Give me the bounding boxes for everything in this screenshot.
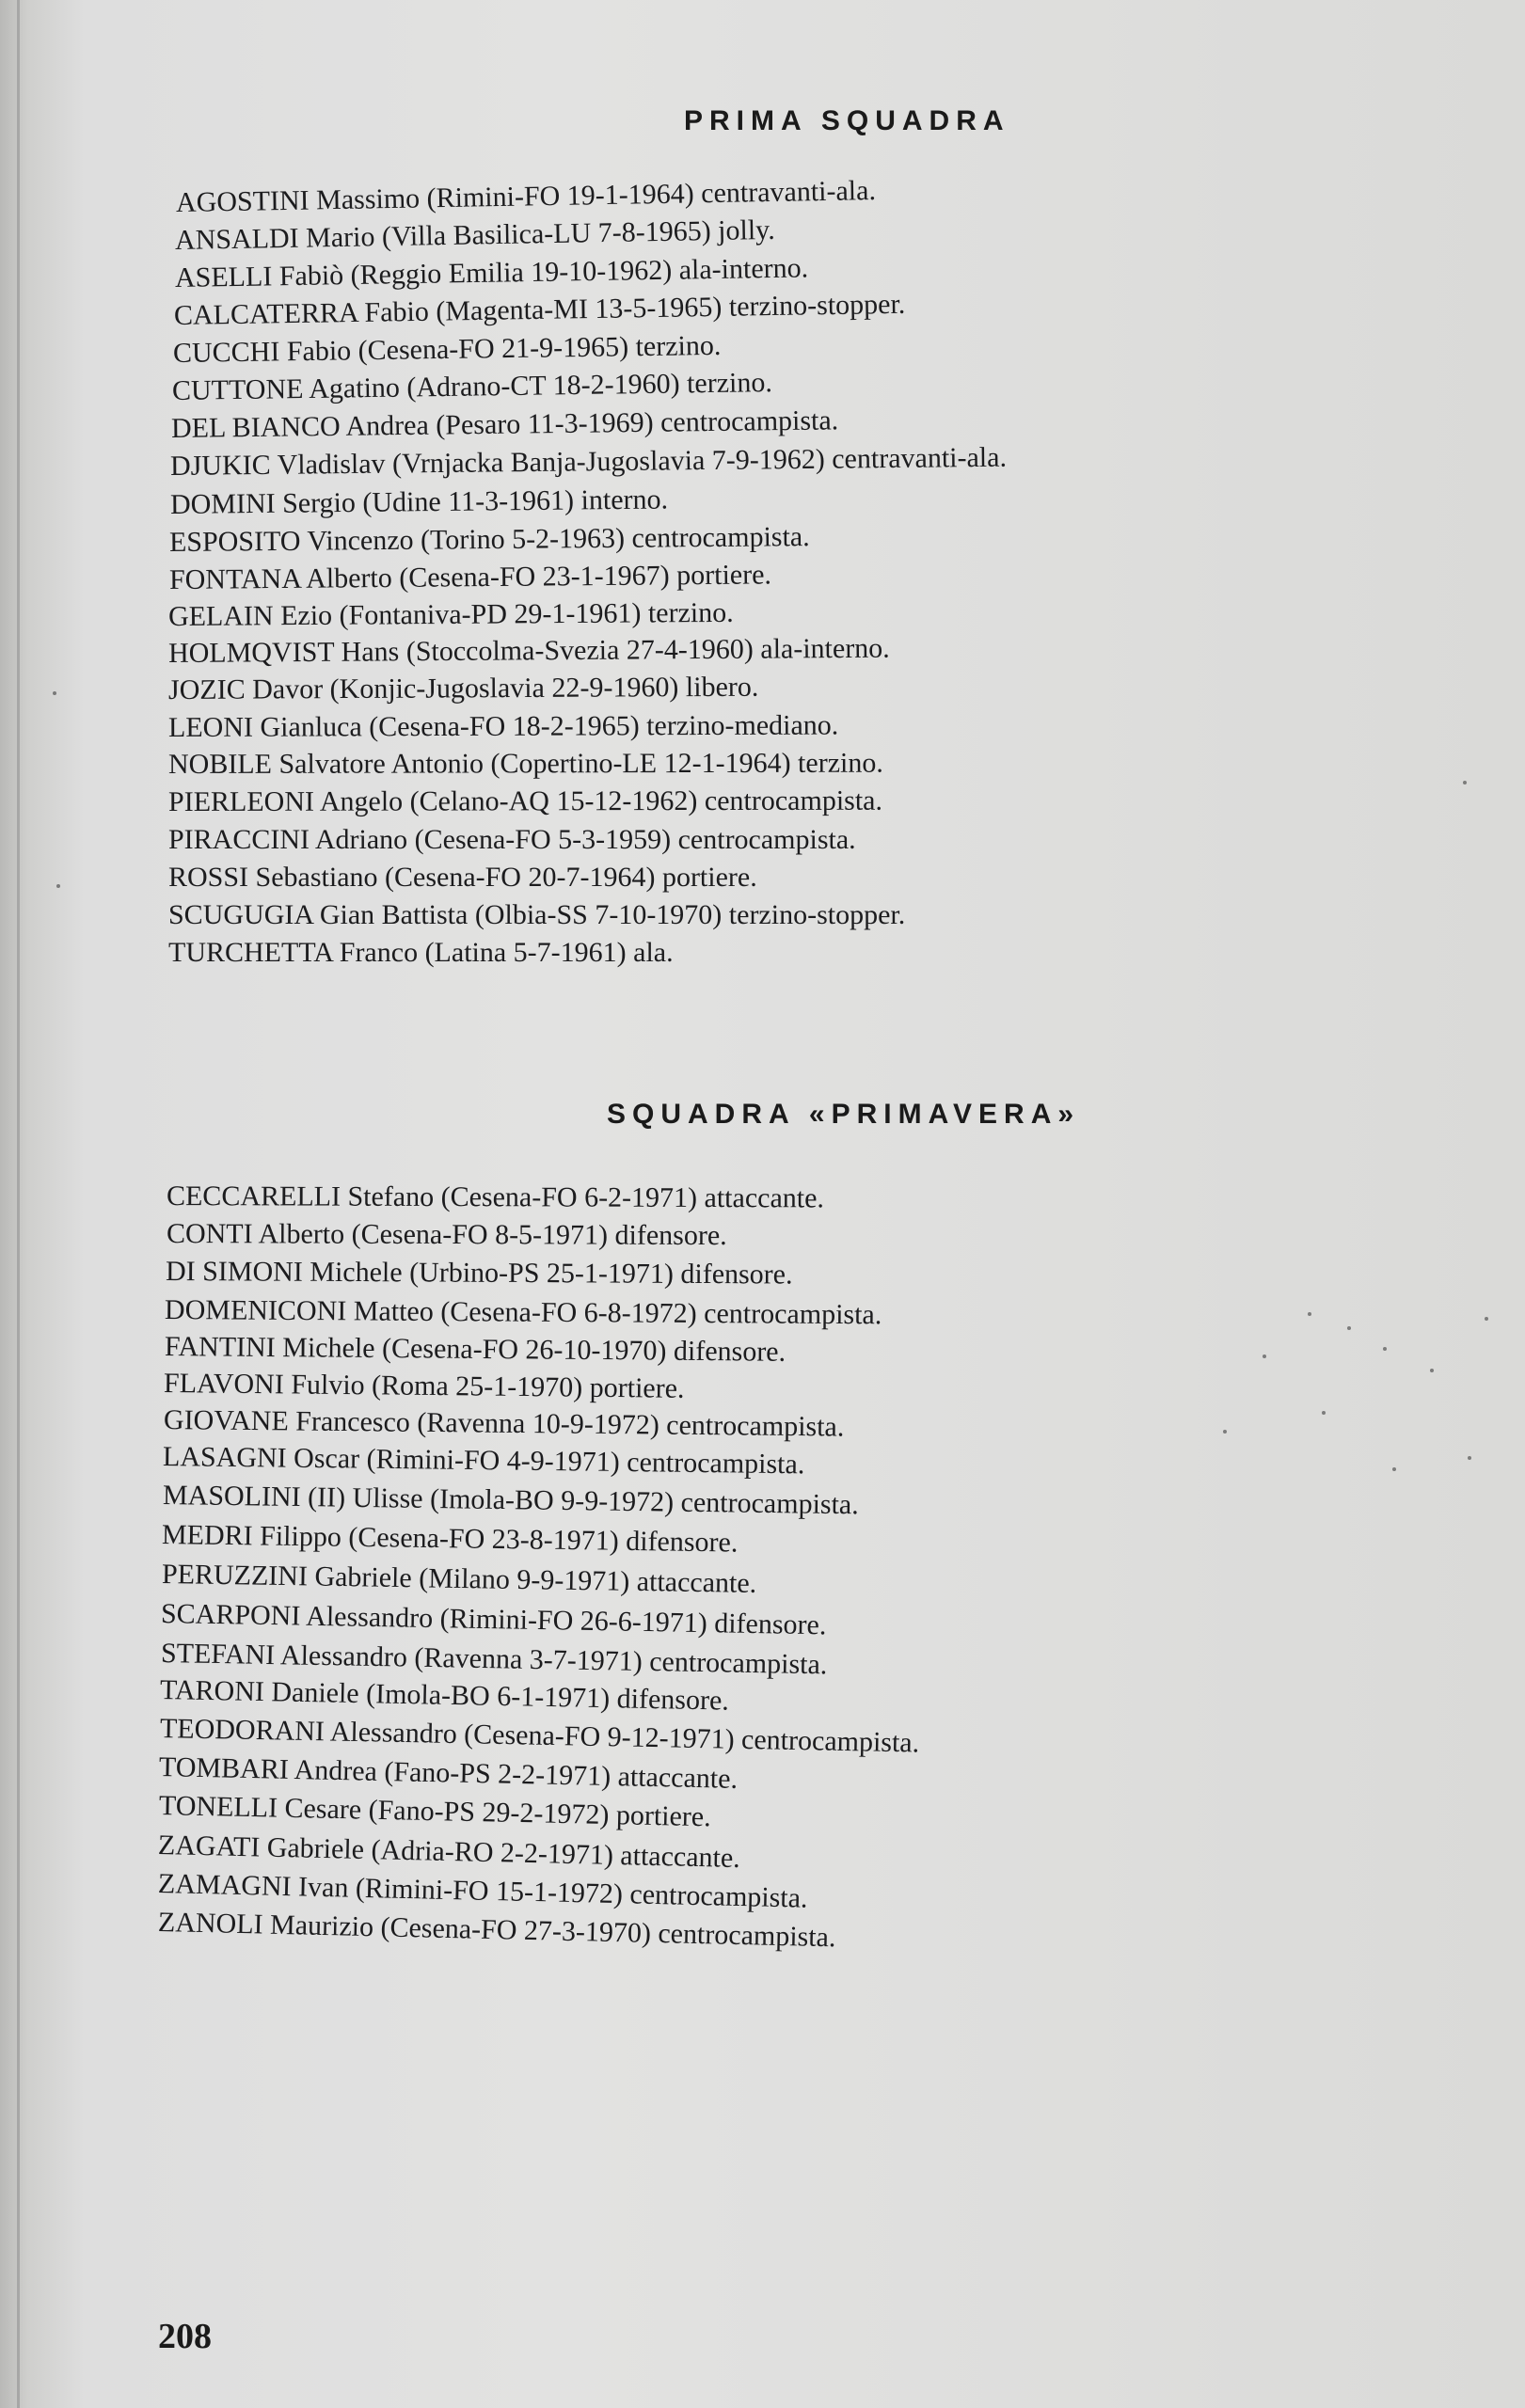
player-entry: PIRACCINI Adriano (Cesena-FO 5-3-1959) centrocampista. <box>168 824 856 855</box>
player-entry: TEODORANI Alessandro (Cesena-FO 9-12-1971) centrocampista. <box>159 1713 920 1759</box>
print-speck <box>1347 1326 1351 1330</box>
player-entry: FLAVONI Fulvio (Roma 25-1-1970) portiere. <box>163 1368 685 1404</box>
player-entry: ZAMAGNI Ivan (Rimini-FO 15-1-1972) centrocampista. <box>157 1868 808 1914</box>
player-entry: TOMBARI Andrea (Fano-PS 2-2-1971) attaccante. <box>158 1751 739 1795</box>
player-entry: DOMENICONI Matteo (Cesena-FO 6-8-1972) centrocampista. <box>164 1294 882 1331</box>
player-entry: LASAGNI Oscar (Rimini-FO 4-9-1971) centrocampista. <box>162 1441 805 1481</box>
player-entry: CALCATERRA Fabio (Magenta-MI 13-5-1965) terzino-stopper. <box>173 288 906 331</box>
youth-team-heading: SQUADRA «PRIMAVERA» <box>607 1099 1081 1130</box>
player-entry: JOZIC Davor (Konjic-Jugoslavia 22-9-1960) libero. <box>167 671 759 705</box>
player-entry: ANSALDI Mario (Villa Basilica-LU 7-8-1965) jolly. <box>174 214 775 256</box>
print-speck <box>1308 1312 1311 1316</box>
print-speck <box>1463 781 1467 784</box>
player-entry: CONTI Alberto (Cesena-FO 8-5-1971) difensore. <box>166 1218 727 1252</box>
player-entry: TARONI Daniele (Imola-BO 6-1-1971) difensore. <box>159 1674 730 1717</box>
player-entry: SCARPONI Alessandro (Rimini-FO 26-6-1971) difensore. <box>160 1598 827 1641</box>
player-entry: CUTTONE Agatino (Adrano-CT 18-2-1960) terzino. <box>171 367 773 406</box>
player-entry: DJUKIC Vladislav (Vrnjacka Banja-Jugoslavia 7-9-1962) centravanti-ala. <box>169 441 1008 482</box>
print-speck <box>1468 1456 1471 1460</box>
first-team-heading: PRIMA SQUADRA <box>684 105 1010 136</box>
player-entry: CECCARELLI Stefano (Cesena-FO 6-2-1971) attaccante. <box>166 1180 825 1214</box>
print-speck <box>1430 1369 1434 1372</box>
page-number: 208 <box>158 2317 212 2356</box>
player-entry: PERUZZINI Gabriele (Milano 9-9-1971) attaccante. <box>161 1559 757 1599</box>
player-entry: AGOSTINI Massimo (Rimini-FO 19-1-1964) centravanti-ala. <box>175 175 877 218</box>
player-entry: DOMINI Sergio (Udine 11-3-1961) interno. <box>169 483 669 520</box>
player-entry: CUCCHI Fabio (Cesena-FO 21-9-1965) terzino. <box>172 329 722 369</box>
player-entry: GIOVANE Francesco (Ravenna 10-9-1972) centrocampista. <box>163 1404 845 1443</box>
player-entry: SCUGUGIA Gian Battista (Olbia-SS 7-10-1970) terzino-stopper. <box>168 899 906 930</box>
print-speck <box>1223 1430 1227 1434</box>
player-entry: DI SIMONI Michele (Urbino-PS 25-1-1971) difensore. <box>165 1256 793 1291</box>
player-entry: DEL BIANCO Andrea (Pesaro 11-3-1969) centrocampista. <box>170 404 839 444</box>
player-entry: MEDRI Filippo (Cesena-FO 23-8-1971) difensore. <box>161 1519 739 1559</box>
print-speck <box>56 884 60 888</box>
player-entry: HOLMQVIST Hans (Stoccolma-Svezia 27-4-1960) ala-interno. <box>167 632 890 669</box>
player-entry: ROSSI Sebastiano (Cesena-FO 20-7-1964) portiere. <box>168 862 757 893</box>
player-entry: GELAIN Ezio (Fontaniva-PD 29-1-1961) terzino. <box>167 596 734 632</box>
player-entry: LEONI Gianluca (Cesena-FO 18-2-1965) terzino-mediano. <box>167 709 839 743</box>
player-entry: ZANOLI Maurizio (Cesena-FO 27-3-1970) centrocampista. <box>157 1907 836 1954</box>
player-entry: NOBILE Salvatore Antonio (Copertino-LE 12-1-1964) terzino. <box>167 747 883 780</box>
player-entry: TURCHETTA Franco (Latina 5-7-1961) ala. <box>168 937 674 968</box>
print-speck <box>1485 1317 1488 1321</box>
print-speck <box>1392 1467 1396 1471</box>
page-gutter <box>17 0 20 2408</box>
player-entry: STEFANI Alessandro (Ravenna 3-7-1971) centrocampista. <box>160 1638 828 1681</box>
player-entry: ZAGATI Gabriele (Adria-RO 2-2-1971) attaccante. <box>157 1830 741 1875</box>
player-entry: FANTINI Michele (Cesena-FO 26-10-1970) difensore. <box>164 1331 786 1368</box>
player-entry: MASOLINI (II) Ulisse (Imola-BO 9-9-1972) centrocampista. <box>162 1480 859 1521</box>
player-entry: FONTANA Alberto (Cesena-FO 23-1-1967) portiere. <box>168 559 772 595</box>
player-entry: TONELLI Cesare (Fano-PS 29-2-1972) portiere. <box>158 1790 712 1833</box>
player-entry: ESPOSITO Vincenzo (Torino 5-2-1963) centrocampista. <box>168 521 810 558</box>
player-entry: ASELLI Fabiò (Reggio Emilia 19-10-1962) ala-interno. <box>174 252 809 293</box>
player-entry: PIERLEONI Angelo (Celano-AQ 15-12-1962) centrocampista. <box>167 784 883 817</box>
print-speck <box>53 691 56 695</box>
print-speck <box>1263 1354 1266 1358</box>
print-speck <box>1322 1411 1326 1415</box>
print-speck <box>1383 1347 1387 1351</box>
